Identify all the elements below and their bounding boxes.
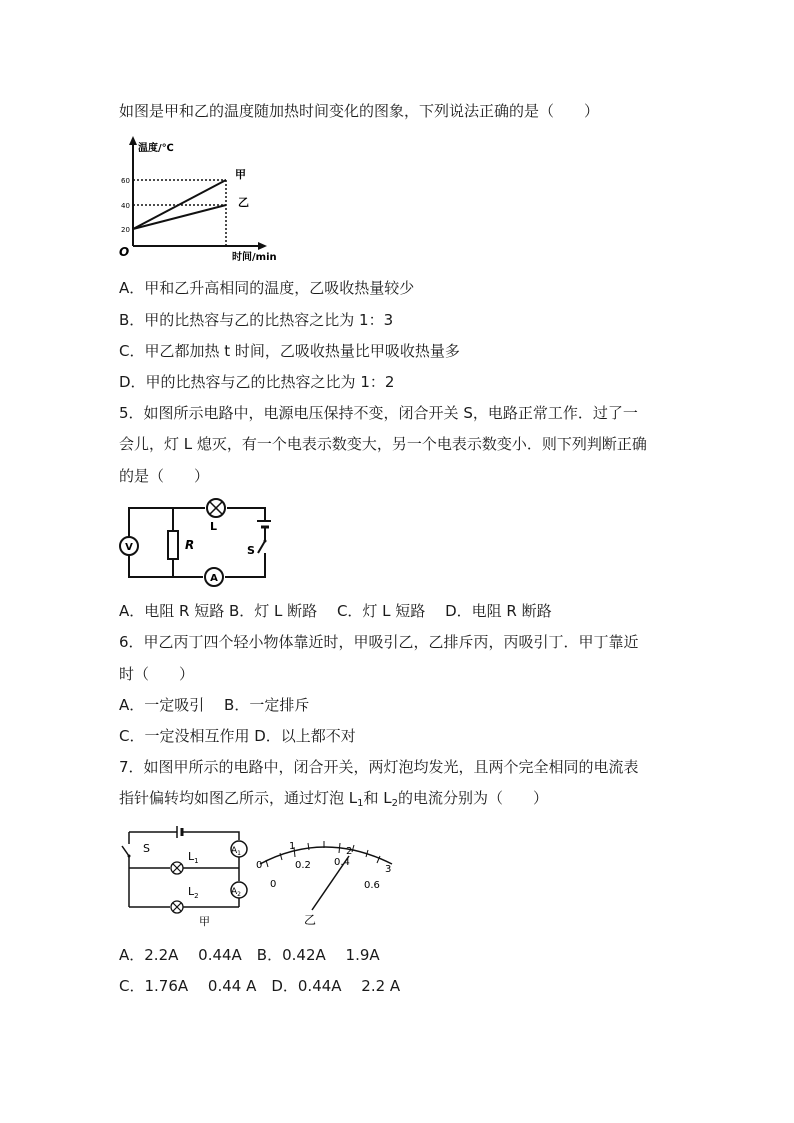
graph-ylabel: 温度/℃ [138,143,174,154]
q5-stem-line-1: 5．如图所示电路中，电源电压保持不变，闭合开关 S，电路正常工作．过了一 [119,404,638,422]
graph-label-jia: 甲 [235,168,246,181]
graph-tick-40: 40 [121,202,130,210]
dial-inner-04: 0.4 [334,857,350,868]
q6-options-cd: C．一定没相互作用 D．以上都不对 [119,727,356,745]
dial-inner-02: 0.2 [295,860,311,871]
circuit-caption-jia: 甲 [199,915,210,928]
q5-wire-bottom-left [129,555,203,577]
dial-outer-1: 1 [289,841,296,852]
graph-origin: O [119,245,130,259]
q7-circuit-diagram-jia [119,822,257,930]
q4-option-a: A．甲和乙升高相同的温度，乙吸收热量较少 [119,279,415,297]
q7-options-ab: A．2.2A 0.44A B．0.42A 1.9A [119,946,380,964]
q5-wire-bottom-right [225,553,265,577]
q4-option-b: B．甲的比热容与乙的比热容之比为 1：3 [119,311,394,329]
graph-xlabel: 时间/min [232,252,277,263]
lamp-label: L [210,520,218,533]
q5-options: A．电阻 R 短路 B．灯 L 断路 C．灯 L 短路 D．电阻 R 断路 [119,602,552,620]
ammeter-label: A [210,573,218,584]
dial-inner-06: 0.6 [364,880,380,891]
graph-label-yi: 乙 [238,196,249,209]
lamp-l2-label: $L_2$ [188,885,199,900]
q6-stem-line-1: 6．甲乙丙丁四个轻小物体靠近时，甲吸引乙，乙排斥丙，丙吸引丁．甲丁靠近 [119,633,639,651]
switch-label: S [247,544,255,557]
q4-option-d: D．甲的比热容与乙的比热容之比为 1：2 [119,373,395,391]
y-axis-arrow-icon [129,136,137,145]
q5-stem-line-2: 会儿，灯 L 熄灭，有一个电表示数变大，另一个电表示数变小．则下列判断正确 [119,435,647,453]
dial-outer-2: 2 [346,846,353,857]
dial-outer-3: 3 [385,864,392,875]
q6-stem-line-2: 时（ ） [119,665,195,683]
q7-switch-label: S [143,842,150,855]
q7-options-cd: C．1.76A 0.44 A D．0.44A 2.2 A [119,977,401,995]
q5-circuit-diagram [119,495,271,587]
x-axis-arrow-icon [258,242,267,250]
temperature-time-graph [114,134,294,264]
q4-stem: 如图是甲和乙的温度随加热时间变化的图象，下列说法正确的是（ ） [119,102,600,120]
q5-wire-top-right [227,508,265,521]
dial-arc [260,847,392,864]
graph-tick-60: 60 [121,177,130,185]
ammeter-a1-label: $A_1$ [231,846,241,857]
q4-option-c: C．甲乙都加热 t 时间，乙吸收热量比甲吸收热量多 [119,342,460,360]
dial-needle [312,856,349,910]
dial-inner-0: 0 [270,879,277,890]
series-yi-line [133,205,226,229]
dial-outer-0: 0 [256,860,263,871]
q7-stem-line-2: 指针偏转均如图乙所示，通过灯泡 $L_1$和 $L_2$的电流分别为（ ） [119,789,549,809]
resistor-label: R [185,538,195,552]
dial-caption-yi: 乙 [304,913,317,927]
q7-stem-line-1: 7．如图甲所示的电路中，闭合开关，两灯泡均发光，且两个完全相同的电流表 [119,758,639,776]
graph-tick-20: 20 [121,226,130,234]
ammeter-a2-label: $A_2$ [231,887,241,898]
q5-stem-line-3: 的是（ ） [119,467,210,485]
q6-options-ab: A．一定吸引 B．一定排斥 [119,696,310,714]
ammeter-dial-yi [252,832,400,934]
resistor-icon [168,531,178,559]
lamp-l1-label: $L_1$ [188,850,199,865]
voltmeter-label: V [125,542,133,553]
